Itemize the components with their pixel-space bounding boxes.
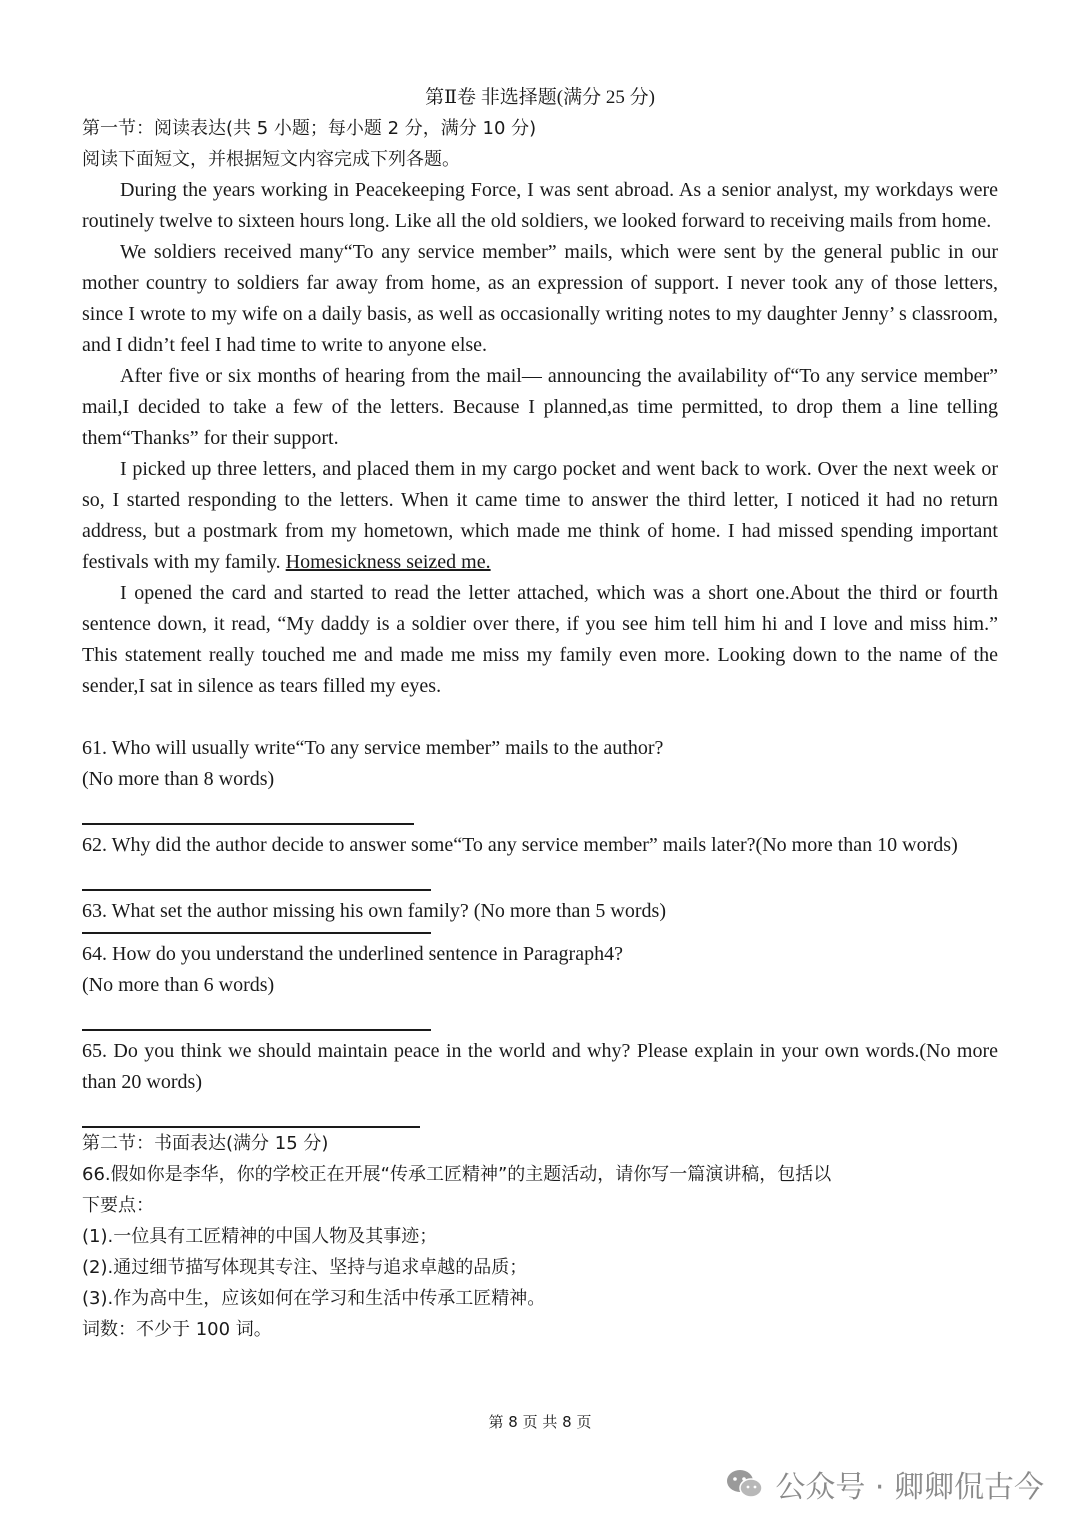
writing-point-1: (1).一位具有工匠精神的中国人物及其事迹；: [82, 1226, 438, 1247]
passage-paragraph-4: [82, 454, 998, 578]
answer-line-64[interactable]: [82, 1029, 431, 1031]
section2-block: [82, 1128, 998, 1345]
question-64-limit: (No more than 6 words): [82, 974, 275, 996]
part-title: 第Ⅱ卷 非选择题(满分 25 分): [425, 87, 655, 108]
passage-paragraph-2: We soldiers received many“To any service member” mails, which were sent by the general public in our mother country to soldiers far away from home, as an expression of support. I never took any of those letters, since I wrote to my wife on a daily basis, as well as occasionally writing notes to my daughter Jenny’ s classroom, and I didn’t feel I had time to write to anyone else.: [82, 241, 998, 356]
questions-block: [82, 733, 998, 1128]
page-number: 第 8 页 共 8 页: [488, 1413, 592, 1431]
question-61: 61. Who will usually write“To any service member” mails to the author?: [82, 737, 664, 759]
wechat-icon: [725, 1468, 765, 1500]
writing-prompt-line-1: 66.假如你是李华，你的学校正在开展“传承工匠精神”的主题活动，请你写一篇演讲稿，包括以: [82, 1164, 832, 1185]
question-65: 65. Do you think we should maintain peace in the world and why? Please explain in your own words.(No more than 20 words): [82, 1040, 998, 1093]
passage-paragraph-5: I opened the card and started to read the letter attached, which was a short one.About the third or fourth sentence down, it read, “My daddy is a soldier over there, if you see him tell him hi and I love and miss him.” This statement really touched me and made me miss my family even more. Looking down to the name of the sender,I sat in silence as tears filled my eyes.: [82, 582, 998, 697]
question-61-limit: (No more than 8 words): [82, 768, 275, 790]
exam-page: [82, 82, 998, 1345]
writing-point-3: (3).作为高中生，应该如何在学习和生活中传承工匠精神。: [82, 1288, 546, 1309]
reading-instruction: 阅读下面短文，并根据短文内容完成下列各题。: [82, 149, 460, 170]
answer-line-61[interactable]: [82, 823, 414, 825]
paragraph-4-text: I picked up three letters, and placed them in my cargo pocket and went back to work. Over the next week or so, I started responding to the letters. When it came time to answer the third letter, I noticed it had no return address, but a postmark from my hometown, which made me think of home. I had missed spending important festivals with my family.: [82, 458, 998, 573]
word-count-requirement: 词数：不少于 100 词。: [82, 1319, 272, 1340]
section2-heading: 第二节：书面表达(满分 15 分): [82, 1133, 329, 1154]
writing-prompt-line-2: 下要点：: [82, 1195, 154, 1216]
watermark-text: 公众号 · 卿卿侃古今: [775, 1470, 1044, 1505]
question-63: 63. What set the author missing his own family? (No more than 5 words): [82, 900, 666, 922]
underlined-sentence: Homesickness seized me.: [285, 551, 491, 573]
answer-line-63[interactable]: [82, 932, 431, 934]
question-62: 62. Why did the author decide to answer some“To any service member” mails later?(No more than 10 words): [82, 834, 958, 856]
watermark: [725, 1462, 1044, 1506]
question-64: 64. How do you understand the underlined sentence in Paragraph4?: [82, 943, 623, 965]
passage-paragraph-3: After five or six months of hearing from the mail— announcing the availability of“To any service member” mail,I decided to take a few of the letters. Because I planned,as time permitted, to drop them a line telling them“Thanks” for their support.: [82, 365, 998, 449]
passage-paragraph-1: During the years working in Peacekeeping Force, I was sent abroad. As a senior analyst, my workdays were routinely twelve to sixteen hours long. Like all the old soldiers, we looked forward to receiving mails from home.: [82, 179, 998, 232]
writing-point-2: (2).通过细节描写体现其专注、坚持与追求卓越的品质；: [82, 1257, 528, 1278]
section1-heading: 第一节：阅读表达(共 5 小题；每小题 2 分，满分 10 分): [82, 118, 537, 139]
answer-line-62[interactable]: [82, 889, 431, 891]
